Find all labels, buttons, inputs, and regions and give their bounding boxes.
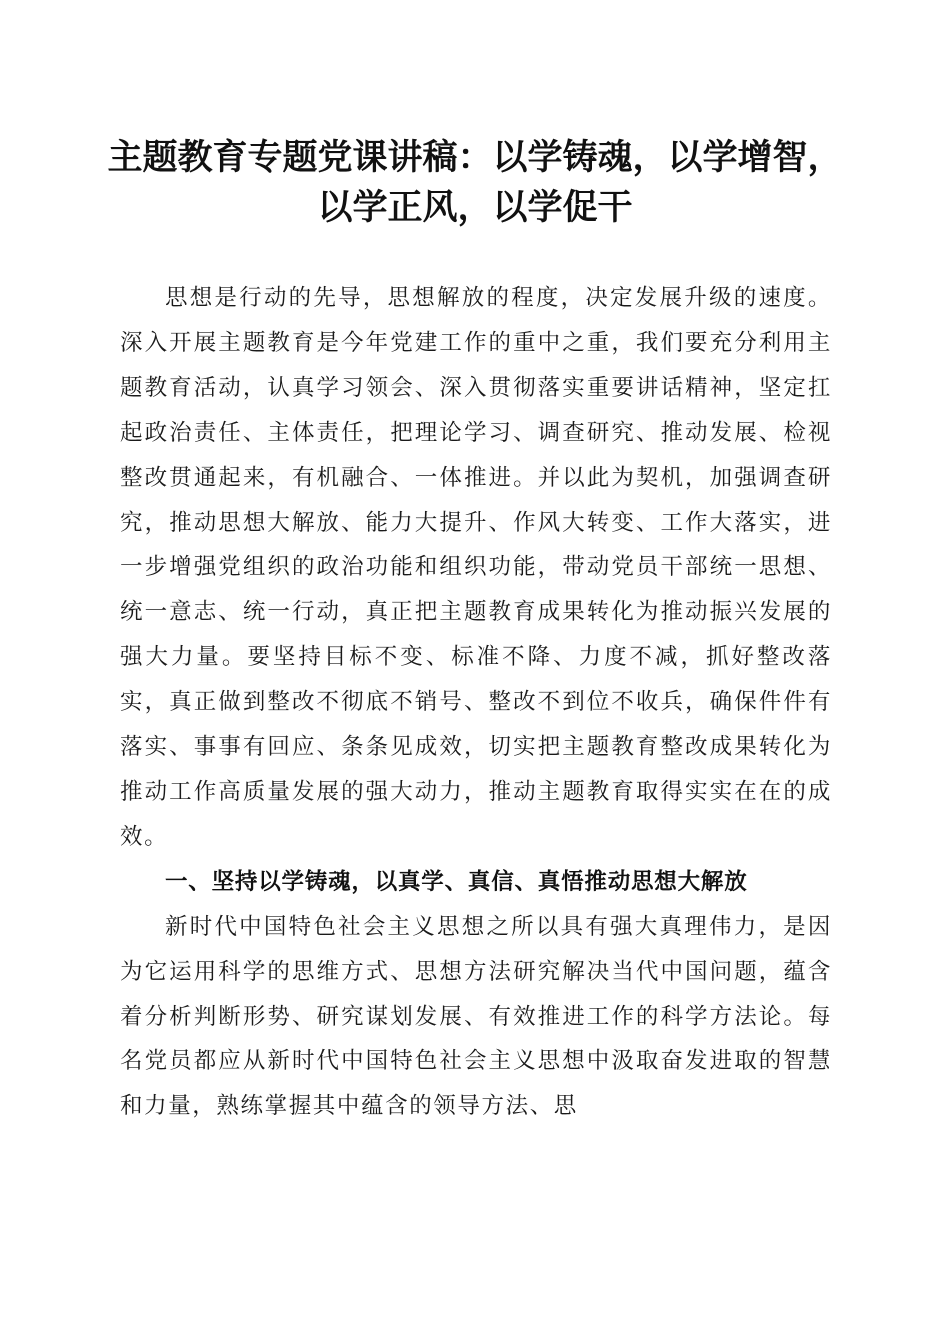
intro-paragraph: 思想是行动的先导，思想解放的程度，决定发展升级的速度。深入开展主题教育是今年党建工作的重中之重，我们要充分利用主题教育活动，认真学习领会、深入贯彻落实重要讲话精神，坚定扛起政治责任、主体责任，把理论学习、调查研究、推动发展、检视整改贯通起来，有机融合、一体推进。并以此为契机，加强调查研究，推动思想大解放、能力大提升、作风大转变、工作大落实，进一步增强党组织的政治功能和组织功能，带动党员干部统一思想、统一意志、统一行动，真正把主题教育成果转化为推动振兴发展的强大力量。要坚持目标不变、标准不降、力度不减，抓好整改落实，真正做到整改不彻底不销号、整改不到位不收兵，确保件件有落实、事事有回应、条条见成效，切实把主题教育整改成果转化为推动工作高质量发展的强大动力，推动主题教育取得实实在在的成效。 (120, 285, 832, 850)
section-heading-1: 一、坚持以学铸魂，以真学、真信、真悟推动思想大解放 (165, 868, 748, 895)
document-title (100, 133, 850, 233)
document-body (120, 276, 832, 1129)
title-line-1: 主题教育专题党课讲稿：以学铸魂，以学增智， (107, 137, 843, 178)
title-line-2: 以学正风，以学促干 (317, 187, 633, 228)
section-1-paragraph: 新时代中国特色社会主义思想之所以具有强大真理伟力，是因为它运用科学的思维方式、思想方法研究解决当代中国问题，蕴含着分析判断形势、研究谋划发展、有效推进工作的科学方法论。每名党员都应从新时代中国特色社会主义思想中汲取奋发进取的智慧和力量，熟练掌握其中蕴含的领导方法、思 (120, 913, 832, 1120)
